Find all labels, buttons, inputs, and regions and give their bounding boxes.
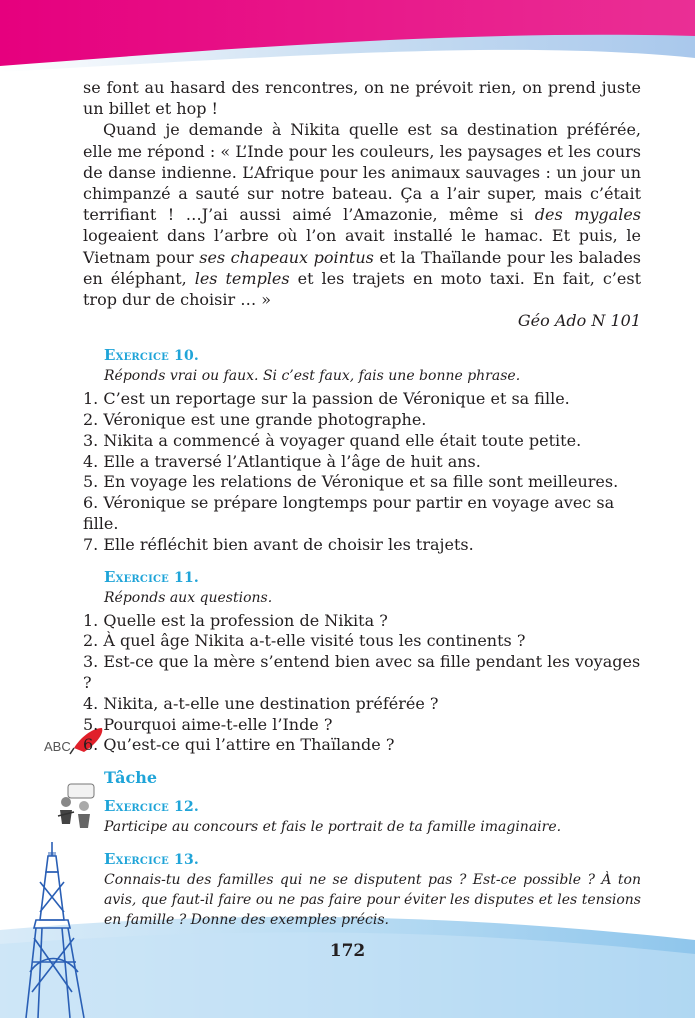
- exercise-10-instruction: Réponds vrai ou faux. Si c’est faux, fais une bonne phrase.: [104, 368, 521, 385]
- exercise-11-list: [83, 611, 641, 757]
- exercise-11-instruction: Réponds aux questions.: [104, 589, 273, 606]
- list-item: 2. Véronique est une grande photographe.: [83, 410, 427, 430]
- list-item: 7. Elle réfléchit bien avant de choisir les trajets.: [83, 534, 474, 554]
- reading-paragraph-1: se font au hasard des rencontres, on ne prévoit rien, on prend juste un billet et hop !: [83, 78, 641, 119]
- list-item: 4. Elle a traversé l’Atlantique à l’âge de huit ans.: [83, 451, 481, 471]
- exercise-13-title: Exercice 13.: [104, 850, 199, 869]
- exercise-11: [104, 567, 641, 608]
- list-item: 6. Véronique se prépare longtemps pour partir en voyage avec sa fille.: [83, 493, 615, 534]
- italic-chapeaux: ses chapeaux pointus: [199, 247, 374, 267]
- source-citation: Géo Ado N 101: [517, 311, 641, 331]
- exercise-10-list: [83, 389, 641, 555]
- italic-temples: les temples: [194, 268, 290, 288]
- task-section: [104, 768, 641, 788]
- list-item: 6. Qu’est-ce qui l’attire en Thaïlande ?: [83, 735, 395, 755]
- list-item: 5. Pourquoi aime-t-elle l’Inde ?: [83, 714, 333, 734]
- exercise-13: [104, 849, 641, 930]
- list-item: 3. Est-ce que la mère s’entend bien avec sa fille pendant les voyages ?: [83, 652, 641, 692]
- list-item: 2. À quel âge Nikita a-t-elle visité tous les continents ?: [83, 631, 526, 651]
- list-item: 4. Nikita, a-t-elle une destination préférée ?: [83, 693, 439, 713]
- exercise-12-instruction: Participe au concours et fais le portrait de ta famille imaginaire.: [104, 819, 562, 836]
- list-item: 5. En voyage les relations de Véronique et sa fille sont meilleures.: [83, 472, 619, 492]
- task-heading: Tâche: [104, 768, 158, 788]
- list-item: 1. Quelle est la profession de Nikita ?: [83, 610, 388, 630]
- header-band: [0, 0, 695, 82]
- abc-icon-text: ABC: [44, 739, 71, 754]
- list-item: 1. C’est un reportage sur la passion de Véronique et sa fille.: [83, 389, 570, 409]
- exercise-10-title: Exercice 10.: [104, 346, 199, 365]
- reading-paragraph-2: Quand je demande à Nikita quelle est sa destination préférée, elle me répond : « L’Inde pour les couleurs, les paysages et les cours de danse indienne. L’Afrique pour les animaux sauvages : un jour un chimpanzé a sauté sur notre bateau. Ça a l’air super, mais c’était terrifiant ! …J’ai aussi aimé l’Amazonie, même si des mygales logeaient dans l’arbre où l’on avait installé le hamac. Et puis, le Vietnam pour ses chapeaux pointus et la Thaïlande pour les balades en éléphant, les temples et les trajets en moto taxi. En fait, c’est trop dur de choisir … »: [83, 120, 642, 310]
- exercise-12: [104, 796, 641, 837]
- page-number: 172: [329, 941, 366, 961]
- exercise-12-title: Exercice 12.: [104, 797, 199, 816]
- exercise-13-instruction: Connais-tu des familles qui ne se disputent pas ? Est-ce possible ? À ton avis, que faut-il faire ou ne pas faire pour éviter les disputes et les tensions en famille ? Donne des exemples précis.: [104, 872, 641, 929]
- page-content: [83, 77, 641, 930]
- italic-mygales: des mygales: [534, 205, 642, 225]
- exercise-10: [104, 345, 641, 386]
- list-item: 3. Nikita a commencé à voyager quand elle était toute petite.: [83, 430, 582, 450]
- exercise-11-title: Exercice 11.: [104, 567, 199, 586]
